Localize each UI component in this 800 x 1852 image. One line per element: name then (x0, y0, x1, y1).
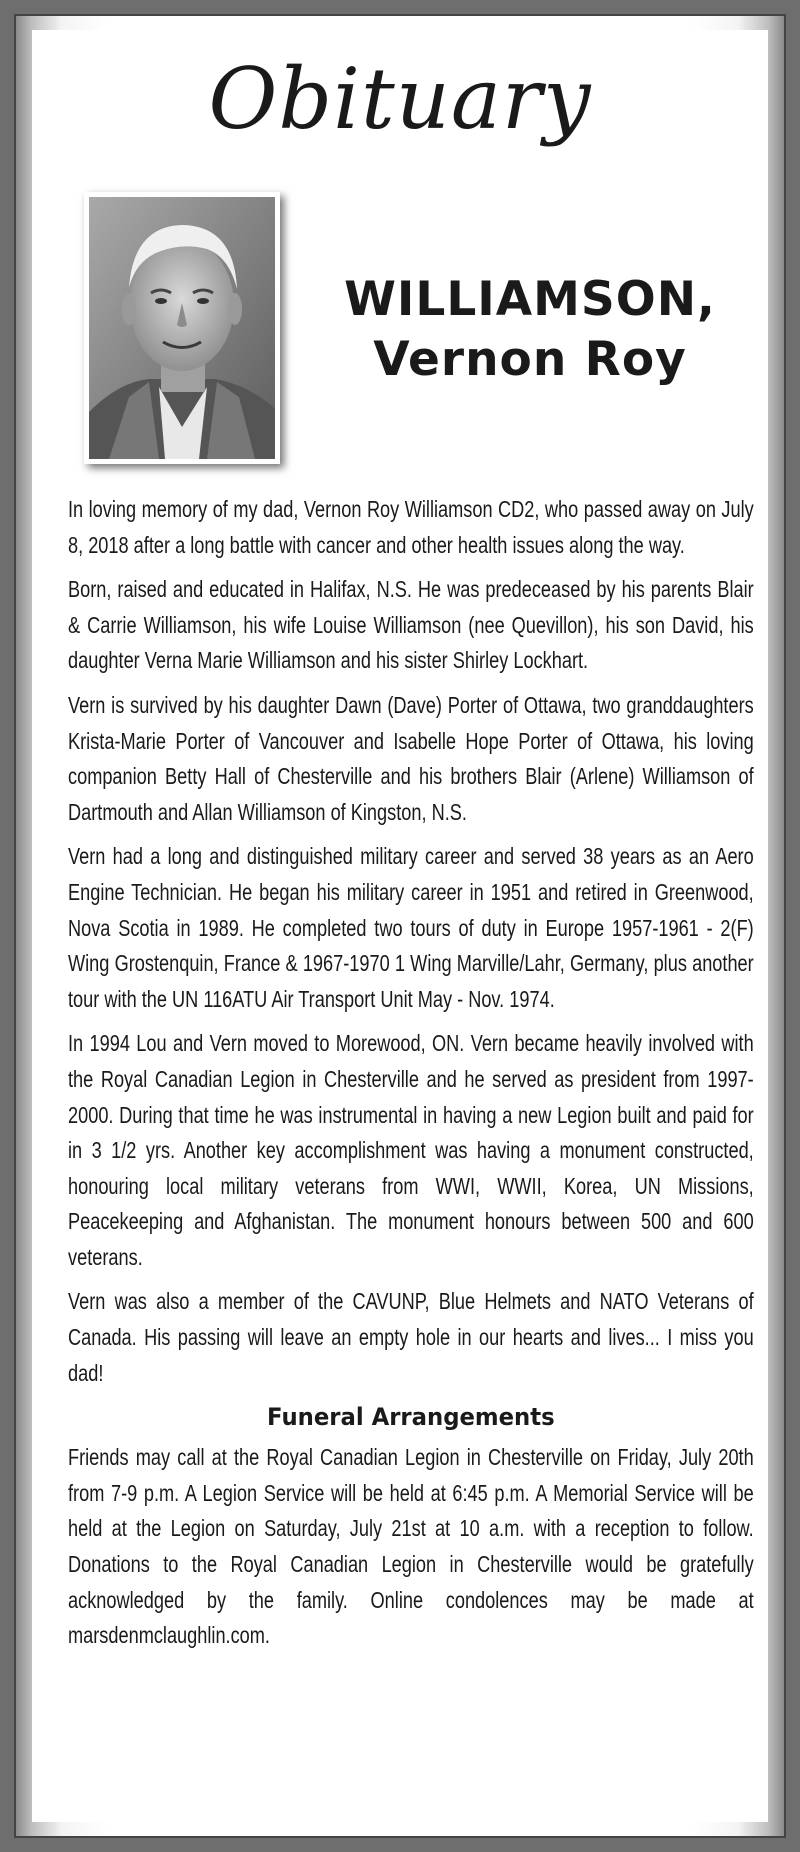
deceased-surname: WILLIAMSON, (344, 272, 716, 327)
paragraph-memory: In loving memory of my dad, Vernon Roy Williamson CD2, who passed away on July 8, 2018 after a long battle with cancer and other health issues along the way. (68, 496, 754, 558)
page-title: Obituary (208, 50, 592, 148)
paragraph-funeral: Friends may call at the Royal Canadian Legion in Chesterville on Friday, July 20th from 7-9 p.m. A Legion Service will be held at 6:45 p.m. A Memorial Service will be held at the Legion on Saturday, July 21st at 10 a.m. with a reception to follow. Donations to the Royal Canadian Legion in Chesterville would be gratefully acknowledged by the family. Online condolences may be made at marsdenmclaughlin.com. (68, 1444, 754, 1649)
frame-inner (14, 14, 786, 1838)
obituary-sheet (32, 30, 768, 1822)
deceased-name (312, 270, 748, 390)
paragraph-predeceased: Born, raised and educated in Halifax, N.S. He was predeceased by his parents Blair & Carrie Williamson, his wife Louise Williamson (nee Quevillon), his son David, his daughter Verna Marie Williamson and his sister Shirley Lockhart. (68, 576, 754, 674)
portrait-photo (84, 192, 280, 464)
deceased-given-names: Vernon Roy (373, 332, 687, 387)
paragraph-survived: Vern is survived by his daughter Dawn (Dave) Porter of Ottawa, two granddaughters Krista-Marie Porter of Vancouver and Isabelle Hope Porter of Ottawa, his loving companion Betty Hall of Chesterville and his brothers Blair (Arlene) Williamson of Dartmouth and Allan Williamson of Kingston, N.S. (68, 691, 754, 825)
paragraph-legion: In 1994 Lou and Vern moved to Morewood, ON. Vern became heavily involved with the Royal Canadian Legion in Chesterville and he served as president from 1997-2000. During that time he was instrumental in having a new Legion built and paid for in 3 1/2 yrs. Another key accomplishment was having a monument constructed, honouring local military veterans from WWI, WWII, Korea, UN Missions, Peacekeeping and Afghanistan. The monument honours between 500 and 600 veterans. (68, 1030, 754, 1270)
obituary-body (68, 492, 754, 1663)
paragraph-memberships: Vern was also a member of the CAVUNP, Blue Helmets and NATO Veterans of Canada. His passing will leave an empty hole in our hearts and lives... I miss you dad! (68, 1288, 754, 1386)
paragraph-military-career: Vern had a long and distinguished military career and served 38 years as an Aero Engine Technician. He began his military career in 1951 and retired in Greenwood, Nova Scotia in 1989. He completed two tours of duty in Europe 1957-1961 - 2(F) Wing Grostenquin, France & 1967-1970 1 Wing Marville/Lahr, Germany, plus another tour with the UN 116ATU Air Transport Unit May - Nov. 1974. (68, 843, 754, 1012)
funeral-heading: Funeral Arrangements (267, 1403, 555, 1432)
portrait-image (89, 197, 275, 459)
